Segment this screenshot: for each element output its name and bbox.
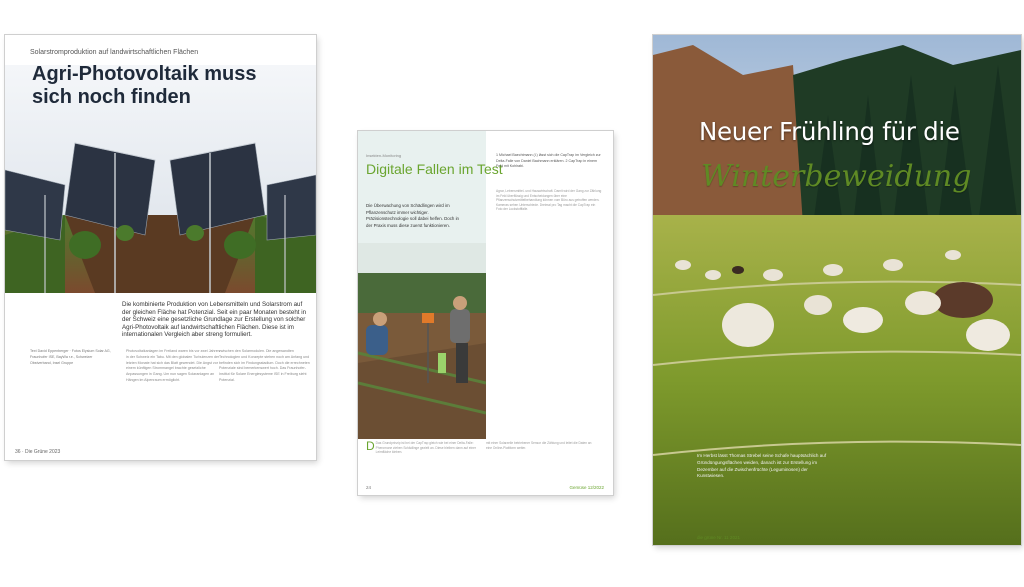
article-kicker: Solarstromproduktion auf landwirtschaftlichen Flächen [30, 49, 199, 56]
article-title: Agri-Photovoltaik muss sich noch finden [32, 63, 257, 108]
magazine-name: Gemüse 12/2022 [569, 485, 604, 490]
field-trap-photo [358, 243, 486, 439]
photo-caption: 1 Michael Baechtmann (l.) lässt sich die CapTrap im Vergleich zur Delta-Falle von Daniel Bachmann erklären. 2 CapTrap in einem Feld mit Kohlrabi. [496, 153, 601, 168]
page-footer: 36 · Die Grüne 2023 [15, 449, 61, 455]
section-label: Insekten-Monitoring [366, 153, 402, 158]
photo-caption: Im Herbst lässt Thomas Strebel seine Schafe hauptsächlich auf Gründüngungsflächen weiden, danach ist zur Erstellung im Dezember auf die Zwischenfrüchte (Leguminosen) der Kunstwiesen. [697, 453, 827, 479]
body-column-right: Agrar, Lebensmittel- und Hauswirtschaft. Damit wird der Gang zur Zählung im Feld überflüssig und Entscheidungen über eine Pflanzenschutzmittelbehandlung können vom Büro aus getroffen werden. Kameras sehen Unterschiede. Dreimal pro Tag macht die CapTrap ein Foto der Lockstofffalle. [496, 189, 602, 212]
page-footer: die grüne Nr. 11 2021 [697, 535, 740, 540]
drop-cap: D [366, 439, 375, 453]
article-title: Digitale Fallen im Test [366, 161, 503, 177]
body-column-1: Photovoltaikanlagen im Freiland waren bis vor zwei Jahren in der Schweiz ein Tabu. Mit den globalen Turbulenzen der letzten Monate hat sich das Blatt gewendet. Die Angst vor einem künftigen Strommangel brachte gesetzliche Anpassungen in Gang. Um nun sagen Solaranlagen an Hängen im Alpenraum ermöglicht. [126, 349, 220, 382]
article-title-line1: Neuer Frühling für die [699, 117, 960, 146]
body-column-2: mit einer Solarzelle betriebener Sensor die Zählung und leitet die Daten an eine Online-Plattform weiter. [486, 441, 592, 450]
body-text: Das Grundprinzip ist bei der CapTrap gleich wie bei einer Delta-Falle: Pheromone ziehen Schädlinge gezielt an. Diese bleiben dann auf einer Leimfläche kleben. [375, 441, 476, 455]
article-lead: Die kombinierte Produktion von Lebensmitteln und Solarstrom auf der gleichen Fläche hat Potenzial. Seit ein paar Monaten besteht in der Schweiz eine gesetzliche Grundlage zur Erstellung von solcher Agri-Photovoltaik auf landwirtschaftlichen Flächen. Diese ist im internationalen Vergleich aber streng formuliert. [122, 301, 307, 339]
magazine-page-digitale-fallen [358, 131, 613, 495]
article-credits: Text David Eppenberger · Fotos Elysium Solar AG, Fraunhofer ISE, BayWa r.e., Schweizer Obstverband, Insel Gruppe [30, 349, 111, 365]
page-number: 24 [366, 485, 372, 490]
body-column-1 [366, 441, 476, 455]
magazine-page-agri-photovoltaik [5, 35, 316, 460]
body-column-2: zwischen den Solarmodulen. Die angewandten Technologien und Konzepte stehen noch am Anfang und befinden sich im Findungsstadium. Doch die errechneten Potenziale sind bemerkenswert hoch. Das Fraunhofer-Institut für Solare Energiesysteme ISE in Freiburg sieht Potenzial. [219, 349, 310, 382]
article-title-line2: Winterbeweidung [701, 159, 972, 194]
magazine-page-winterbeweidung [653, 35, 1021, 545]
article-lead: Die Überwachung von Schädlingen wird im Pflanzenschutz immer wichtiger. Präzisionstechnologie soll dabei helfen. Doch in der Praxis muss diese zuerst funktionieren. [366, 203, 459, 228]
